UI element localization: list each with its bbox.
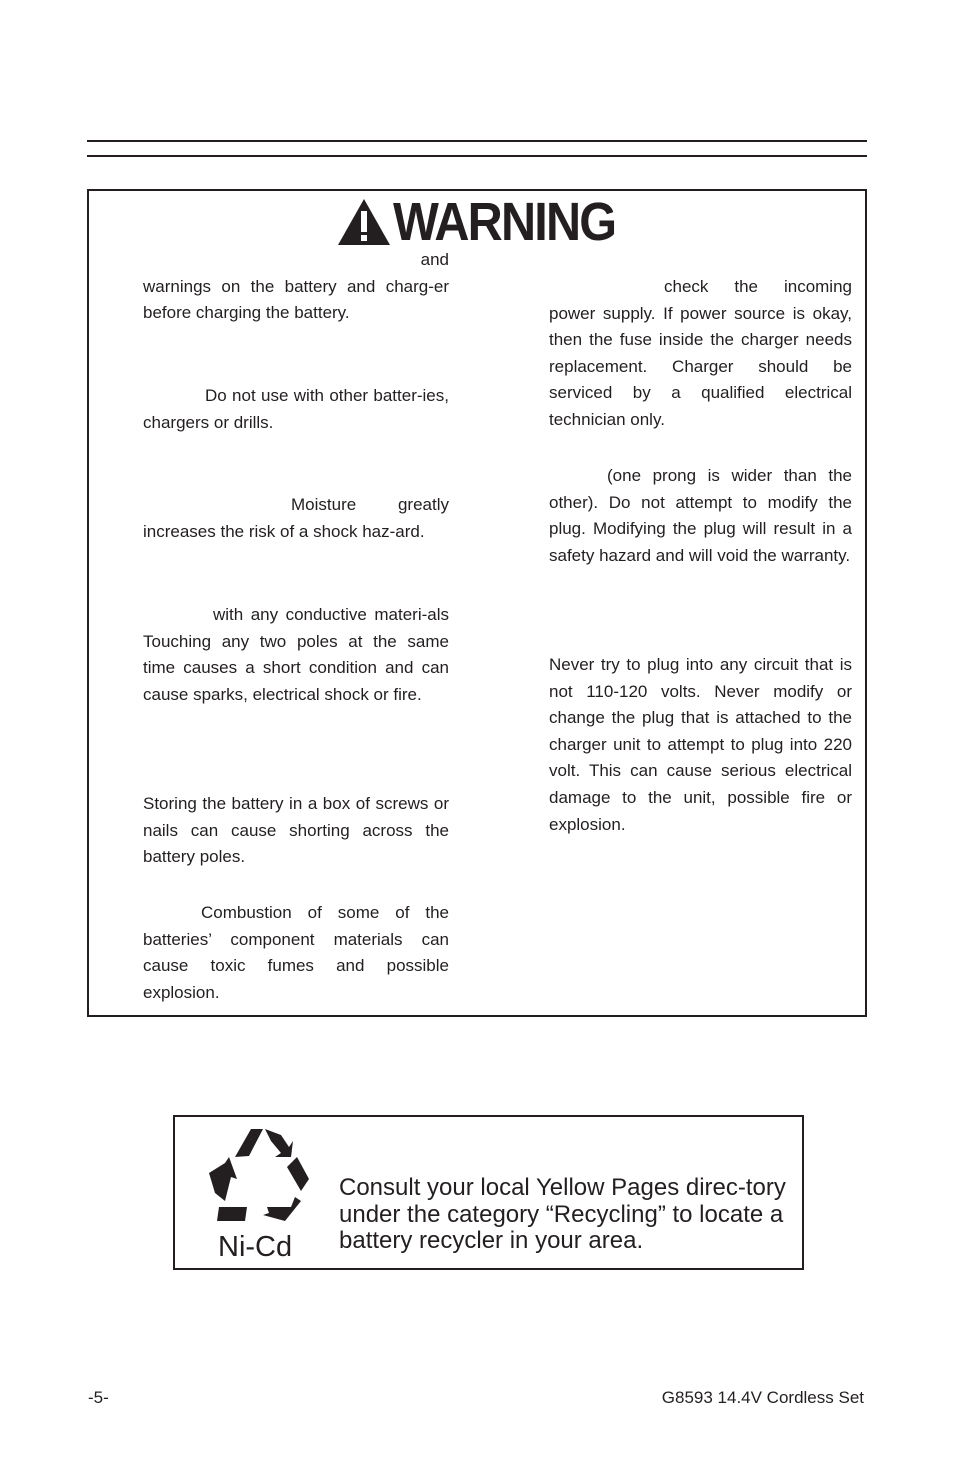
recycling-box [173,1115,804,1270]
warning-triangle-icon [337,198,391,246]
header-rule-bottom [87,155,867,157]
warning-right-item-3: Never try to plug into any circuit that is not 110-120 volts. Never modify or change the plug that is attached to the charger unit to attempt to plug into 220 volt. This can cause serious electrical damage to the unit, possible fire or explosion. [549,655,852,834]
warning-box [87,189,867,1017]
warning-left-item-6: Combustion of some of the batteries’ component materials can cause toxic fumes and possible explosion. [143,903,449,1002]
warning-left-item-1 [143,247,449,327]
warning-left-item-4: with any conductive materi-als Touching any two poles at the same time causes a short condition and can cause sparks, electrical shock or fire. [143,605,449,704]
warning-right-item-1: check the incoming power supply. If power source is okay, then the fuse inside the charger needs replacement. Charger should be serviced by a qualified electrical technician only. [549,277,852,429]
warning-left-item-2: Do not use with other batter-ies, chargers or drills. [143,386,449,432]
warning-left-item-5: Storing the battery in a box of screws or nails can cause shorting across the battery poles. [143,794,449,867]
recycling-text: Consult your local Yellow Pages direc-tory under the category “Recycling” to locate a battery recycler in your area. [339,1174,786,1254]
warning-right-item-2: (one prong is wider than the other). Do not attempt to modify the plug. Modifying the plug will result in a safety hazard and will void the warranty. [549,466,852,565]
warning-left-item-1-lead: and [420,250,449,269]
header-rule-top [87,140,867,142]
product-name: G8593 14.4V Cordless Set [661,1388,864,1407]
warning-header [337,192,640,252]
page-number: -5- [88,1388,109,1407]
warning-left-item-3: Moisture greatly increases the risk of a shock haz-ard. [143,495,449,541]
nicd-label: Ni-Cd [218,1231,293,1263]
recycle-icon [205,1123,315,1233]
warning-left-item-1-text: warnings on the battery and charg-er before charging the battery. [143,276,449,323]
warning-title: WARNING [393,192,616,252]
